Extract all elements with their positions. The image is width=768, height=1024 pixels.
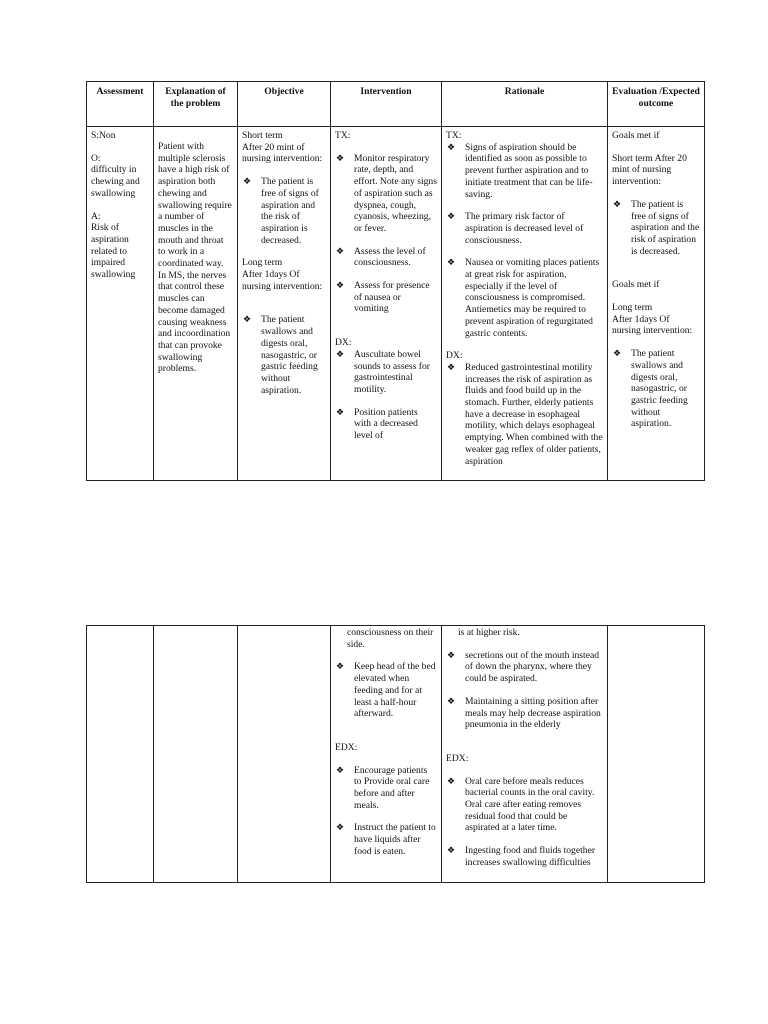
list-item: ❖ secretions out of the mouth instead of down the pharynx, where they could be aspirated. (447, 649, 600, 685)
diamond-bullet-icon: ❖ (243, 314, 252, 325)
rationale-cell (442, 626, 608, 883)
long-term-label: Long term (612, 302, 653, 314)
analysis-label: A: (91, 210, 101, 222)
objective-label: O: (91, 152, 101, 164)
header-evaluation: Evaluation /Expected outcome (608, 82, 705, 127)
assessment-cell (87, 626, 154, 883)
list-item: ❖ The primary risk factor of aspiration is decreased level of consciousness. (447, 211, 584, 246)
diamond-bullet-icon: ❖ (336, 152, 345, 163)
analysis-text: Risk of aspiration related to impaired swallowing (91, 222, 136, 281)
objective-cell (238, 626, 331, 883)
diamond-bullet-icon: ❖ (336, 280, 345, 291)
header-row (87, 82, 705, 127)
explanation-text: Patient with multiple sclerosis have a high risk of aspiration both chewing and swallowing require a number of muscles in the mouth and throat to work in a coordinated way. In MS, the nerves that control these muscles can become damaged causing weakness and incoordination that can provoke swallowing problems. (158, 141, 232, 375)
list-item: ❖ Monitor respiratory rate, depth, and effort. Note any signs of aspiration such as dyspnea, cough, cyanosis, wheezing, or fever. (336, 152, 437, 234)
edx-label: EDX: (446, 752, 469, 764)
continued-text: is at higher risk. (458, 627, 520, 638)
tx-label: TX: (446, 130, 462, 141)
diamond-bullet-icon: ❖ (447, 775, 456, 786)
diamond-bullet-icon: ❖ (243, 176, 252, 187)
long-term-when: After 1days Of nursing intervention: (242, 269, 323, 292)
table-row (87, 127, 705, 481)
diamond-bullet-icon: ❖ (447, 211, 456, 222)
header-objective: Objective (238, 82, 331, 127)
list-item: ❖ Instruct the patient to have liquids after food is eaten. (336, 822, 436, 857)
list-item: ❖ Ingesting food and fluids together increases swallowing difficulties (447, 845, 596, 868)
diamond-bullet-icon: ❖ (447, 649, 456, 660)
intervention-cell (331, 626, 442, 883)
diamond-bullet-icon: ❖ (447, 361, 456, 372)
objective-text: difficulty in chewing and swallowing (91, 164, 140, 199)
tx-label: TX: (335, 130, 351, 141)
short-term-when: After 20 mint of nursing intervention: (242, 141, 323, 165)
continued-text: consciousness on their side. (347, 627, 434, 650)
diamond-bullet-icon: ❖ (336, 406, 345, 417)
header-assessment: Assessment (87, 82, 154, 127)
diamond-bullet-icon: ❖ (336, 661, 345, 672)
dx-label: DX: (335, 337, 352, 349)
diamond-bullet-icon: ❖ (447, 845, 456, 856)
diamond-bullet-icon: ❖ (447, 141, 456, 152)
header-rationale: Rationale (442, 82, 608, 127)
diamond-bullet-icon: ❖ (336, 764, 345, 775)
explanation-cell (154, 127, 238, 481)
table-row (87, 626, 705, 883)
list-item: ❖ Position patients with a decreased level of (336, 406, 418, 442)
list-item: ❖ Signs of aspiration should be identified as soon as possible to prevent further aspiration and to initiate treatment that can be life-saving. (447, 141, 593, 200)
list-item: ❖ Reduced gastrointestinal motility increases the risk of aspiration as fluids and food build up in the stomach. Further, elderly patients have a decrease in esophageal motility, which delays esophageal emptying. When combined with the weaker gag reflex of older patients, aspiration (447, 361, 603, 467)
diamond-bullet-icon: ❖ (447, 695, 456, 706)
list-item: ❖ Assess for presence of nausea or vomiting (336, 280, 430, 315)
diamond-bullet-icon: ❖ (613, 348, 622, 359)
subjective-text: S:Non (91, 130, 116, 141)
list-item: ❖ The patient is free of signs of aspiration and the risk of aspiration is decreased. (243, 176, 319, 246)
assessment-cell (87, 127, 154, 481)
list-item: ❖ Auscultate bowel sounds to assess for gastrointestinal motility. (336, 348, 430, 395)
list-item: ❖ Keep head of the bed elevated when feeding and for at least a half-hour afterward. (336, 661, 436, 720)
explanation-cell (154, 626, 238, 883)
diamond-bullet-icon: ❖ (336, 822, 345, 833)
list-item: ❖ Assess the level of consciousness. (336, 245, 426, 269)
list-item: ❖ Maintaining a sitting position after meals may help decrease aspiration pneumonia in the elderly (447, 695, 601, 731)
evaluation-cell (608, 626, 705, 883)
rationale-cell (442, 127, 608, 481)
objective-cell (238, 127, 331, 481)
care-plan-table-page-1 (86, 81, 705, 481)
evaluation-cell (608, 127, 705, 481)
diamond-bullet-icon: ❖ (336, 245, 345, 256)
edx-label: EDX: (335, 741, 358, 753)
goals-met-text: Goals met if (612, 130, 660, 141)
long-term-label: Long term (242, 257, 283, 269)
diamond-bullet-icon: ❖ (613, 198, 622, 209)
intervention-cell (331, 127, 442, 481)
list-item: ❖ The patient swallows and digests oral, nasogastric, or gastric feeding without aspiration. (613, 348, 688, 430)
list-item: ❖ The patient swallows and digests oral, nasogastric, or gastric feeding without aspiration. (243, 314, 318, 396)
short-term-when: Short term After 20 mint of nursing intervention: (612, 152, 687, 188)
list-item: ❖ The patient is free of signs of aspiration and the risk of aspiration is decreased. (613, 198, 700, 257)
header-intervention: Intervention (331, 82, 442, 127)
header-explanation: Explanation of the problem (154, 82, 238, 127)
list-item: ❖ Nausea or vomiting places patients at great risk for aspiration, especially if the level of consciousness is compromised. Antiemetics may be required to prevent aspiration of regurgitated gastric contents. (447, 257, 600, 339)
long-term-when: After 1days Of nursing intervention: (612, 313, 693, 337)
short-term-label: Short term (242, 130, 283, 141)
diamond-bullet-icon: ❖ (336, 348, 345, 359)
dx-label: DX: (446, 350, 463, 362)
list-item: ❖ Oral care before meals reduces bacterial counts in the oral cavity. Oral care after eating removes residual food that could be aspirated at a later time. (447, 775, 595, 834)
goals-met-text: Goals met if (612, 279, 660, 291)
list-item: ❖ Encourage patients to Provide oral care before and after meals. (336, 764, 430, 811)
diamond-bullet-icon: ❖ (447, 257, 456, 268)
care-plan-table-page-2 (86, 625, 705, 883)
